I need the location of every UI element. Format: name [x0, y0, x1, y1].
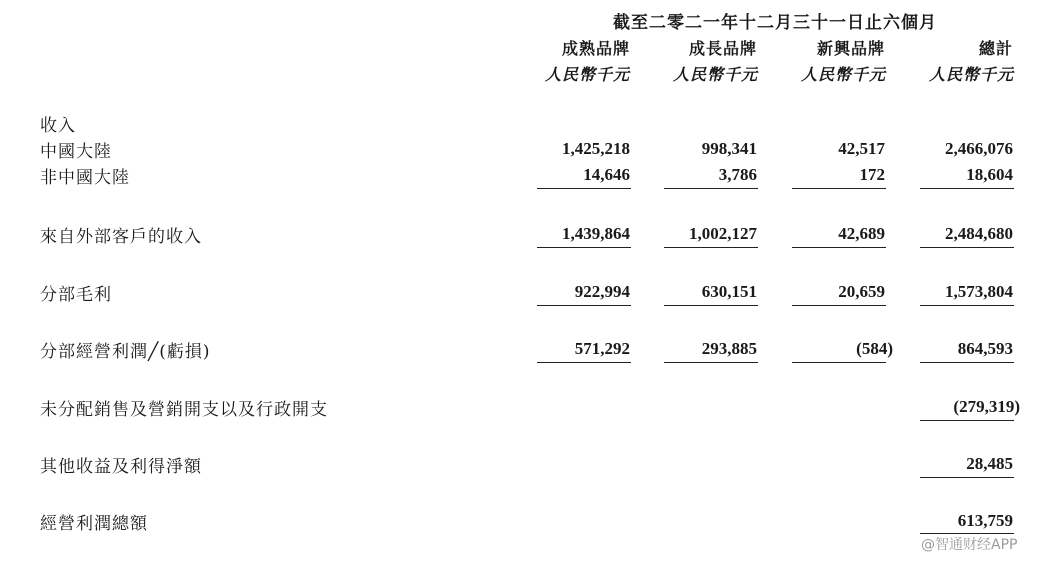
cell-operating-mature: 571,292: [574, 339, 630, 358]
cell-external-revenue-mature: 1,439,864: [562, 224, 630, 243]
cell-mainland-growth: 998,341: [701, 139, 757, 158]
row-label-operating-profit: 經營利潤總額: [40, 514, 148, 534]
cell-external-revenue-total: 2,484,680: [945, 224, 1013, 243]
row-label-non-mainland: 非中國大陸: [40, 168, 130, 188]
row-label-external-revenue: 來自外部客戶的收入: [40, 227, 202, 247]
cell-mainland-mature: 1,425,218: [562, 139, 630, 158]
cell-non-mainland-mature: 14,646: [583, 165, 630, 184]
row-label-segment-gross-profit: 分部毛利: [40, 285, 112, 305]
unit-header-emerging: 人民幣千元: [800, 65, 886, 84]
total-rule: [920, 420, 1014, 421]
cell-non-mainland-emerging: 172: [859, 165, 885, 184]
row-label-segment-operating: 分部經營利潤╱(虧損): [40, 342, 211, 362]
cell-other-income-total: 28,485: [966, 454, 1013, 473]
subtotal-rule: [792, 188, 886, 189]
subtotal-rule: [537, 188, 631, 189]
total-rule: [537, 362, 631, 363]
cell-operating-emerging: (584): [856, 339, 893, 358]
cell-gross-profit-total: 1,573,804: [945, 282, 1013, 301]
row-label-other-income: 其他收益及利得淨額: [40, 457, 202, 477]
total-rule: [537, 247, 631, 248]
cell-mainland-total: 2,466,076: [945, 139, 1013, 158]
cell-operating-total: 864,593: [957, 339, 1013, 358]
cell-external-revenue-growth: 1,002,127: [689, 224, 757, 243]
total-rule: [664, 305, 758, 306]
unit-header-mature: 人民幣千元: [544, 65, 630, 84]
total-rule: [920, 362, 1014, 363]
column-header-growth: 成長品牌: [688, 39, 757, 58]
row-label-unallocated: 未分配銷售及營銷開支以及行政開支: [40, 400, 328, 420]
column-header-total: 總計: [978, 39, 1013, 58]
total-rule: [792, 362, 886, 363]
unit-header-total: 人民幣千元: [928, 65, 1014, 84]
subtotal-rule: [664, 188, 758, 189]
total-rule: [792, 247, 886, 248]
cell-mainland-emerging: 42,517: [838, 139, 885, 158]
cell-gross-profit-mature: 922,994: [574, 282, 630, 301]
unit-header-growth: 人民幣千元: [672, 65, 758, 84]
total-rule: [920, 305, 1014, 306]
cell-operating-profit-total: 613,759: [957, 511, 1013, 530]
revenue-heading: 收入: [40, 116, 76, 136]
cell-unallocated-total: (279,319): [953, 397, 1020, 416]
total-rule: [664, 362, 758, 363]
cell-operating-growth: 293,885: [701, 339, 757, 358]
subtotal-rule: [920, 188, 1014, 189]
cell-gross-profit-growth: 630,151: [701, 282, 757, 301]
column-header-emerging: 新興品牌: [816, 39, 885, 58]
column-header-mature: 成熟品牌: [561, 39, 630, 58]
total-rule: [920, 247, 1014, 248]
watermark: @智通财经APP: [921, 537, 1018, 553]
cell-non-mainland-growth: 3,786: [718, 165, 757, 184]
total-rule: [920, 477, 1014, 478]
row-label-mainland: 中國大陸: [40, 142, 112, 162]
total-rule: [537, 305, 631, 306]
total-rule: [664, 247, 758, 248]
cell-gross-profit-emerging: 20,659: [838, 282, 885, 301]
cell-non-mainland-total: 18,604: [966, 165, 1013, 184]
cell-external-revenue-emerging: 42,689: [838, 224, 885, 243]
total-rule: [792, 305, 886, 306]
period-header: 截至二零二一年十二月三十一日止六個月: [613, 13, 937, 33]
